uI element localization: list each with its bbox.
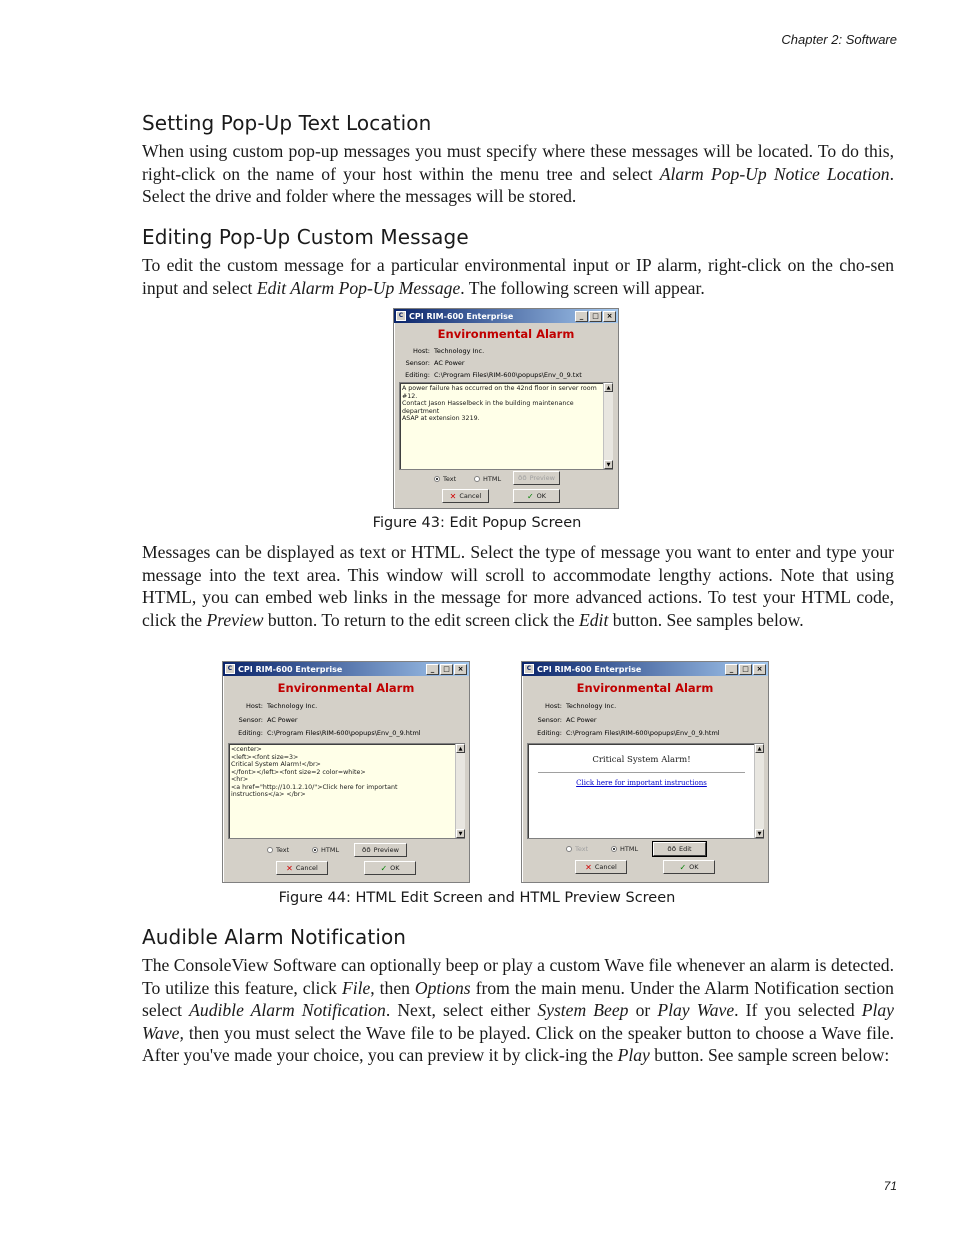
scroll-down-icon[interactable]: ▼ (604, 460, 613, 469)
editing-row: Editing: C:\Program Files\RIM-600\popups\Env_0_9.html (537, 729, 720, 737)
html-preview-dialog (521, 661, 769, 883)
section-text-location (142, 111, 894, 208)
glasses-icon: ōō (362, 846, 371, 854)
paragraph-text-location: When using custom pop-up messages you must specify where these messages will be located. To do this, right-click on the name of your host within the menu tree and select Alarm Pop-Up Notice Location. Select the drive and folder where the messages will be stored. (142, 141, 894, 206)
window-title: CPI RIM-600 Enterprise (409, 311, 514, 321)
vertical-scrollbar[interactable] (603, 383, 613, 469)
minimize-icon[interactable]: _ (426, 664, 439, 675)
scroll-up-icon[interactable]: ▲ (604, 383, 613, 392)
preview-pane (527, 743, 764, 839)
editing-row: Editing: C:\Program Files\RIM-600\popups\Env_0_9.txt (405, 371, 582, 379)
alarm-title: Environmental Alarm (576, 681, 714, 695)
sensor-row: Sensor: AC Power (405, 359, 465, 367)
maximize-icon[interactable]: □ (589, 311, 602, 322)
vertical-scrollbar[interactable] (455, 744, 465, 838)
scroll-up-icon[interactable]: ▲ (755, 744, 764, 753)
heading-audible-alarm: Audible Alarm Notification (142, 925, 407, 949)
preview-button[interactable]: ōō Preview (513, 471, 560, 485)
host-row: Host: Technology Inc. (413, 347, 485, 355)
app-icon: C (524, 664, 534, 674)
preview-link[interactable]: Click here for important instructions (576, 779, 707, 787)
title-bar (522, 662, 768, 676)
close-icon[interactable]: × (454, 664, 467, 675)
minimize-icon[interactable]: _ (725, 664, 738, 675)
radio-text[interactable]: Text (566, 845, 588, 853)
section-edit-message (142, 225, 894, 299)
host-row: Host: Technology Inc. (246, 702, 318, 710)
html-edit-dialog (222, 661, 470, 883)
preview-divider (538, 772, 745, 773)
cancel-button[interactable]: ✕ Cancel (442, 489, 489, 503)
radio-html[interactable]: HTML (474, 475, 501, 483)
sensor-row: Sensor: AC Power (238, 716, 298, 724)
checkmark-icon: ✓ (526, 491, 534, 501)
alarm-title: Environmental Alarm (437, 327, 575, 341)
close-icon[interactable]: × (753, 664, 766, 675)
title-bar (394, 309, 618, 323)
heading-edit-message: Editing Pop-Up Custom Message (142, 225, 469, 249)
figure-44-caption: Figure 44: HTML Edit Screen and HTML Preview Screen (278, 890, 676, 906)
preview-title: Critical System Alarm! (592, 755, 691, 765)
sensor-row: Sensor: AC Power (537, 716, 597, 724)
radio-html[interactable]: HTML (611, 845, 638, 853)
scroll-down-icon[interactable]: ▼ (456, 829, 465, 838)
window-title: CPI RIM-600 Enterprise (238, 664, 343, 674)
ok-button[interactable]: ✓ OK (663, 860, 715, 874)
cancel-x-icon: ✕ (286, 863, 293, 873)
cancel-x-icon: ✕ (449, 491, 457, 501)
page-number: 71 (883, 1179, 897, 1193)
ok-button[interactable]: ✓ OK (513, 489, 560, 503)
minimize-icon[interactable]: _ (575, 311, 588, 322)
radio-text[interactable]: Text (434, 475, 456, 483)
radio-html[interactable]: HTML (312, 846, 339, 854)
edit-popup-dialog (393, 308, 619, 509)
radio-text[interactable]: Text (267, 846, 289, 854)
heading-text-location: Setting Pop-Up Text Location (142, 111, 432, 135)
cancel-button[interactable]: ✕ Cancel (276, 861, 328, 875)
ok-button[interactable]: ✓ OK (364, 861, 416, 875)
title-bar (223, 662, 469, 676)
app-icon: C (225, 664, 235, 674)
figure-43-caption: Figure 43: Edit Popup Screen (372, 515, 582, 531)
editing-row: Editing: C:\Program Files\RIM-600\popups\Env_0_9.html (238, 729, 421, 737)
scroll-up-icon[interactable]: ▲ (456, 744, 465, 753)
app-icon: C (396, 311, 406, 321)
maximize-icon[interactable]: □ (739, 664, 752, 675)
edit-button[interactable]: ōō Edit (653, 842, 706, 856)
glasses-icon: ōō (667, 845, 676, 853)
window-title: CPI RIM-600 Enterprise (537, 664, 642, 674)
section-audible-alarm (142, 925, 894, 1067)
alarm-title: Environmental Alarm (277, 681, 415, 695)
preview-button[interactable]: ōō Preview (354, 843, 407, 857)
paragraph-edit-message: To edit the custom message for a particular environmental input or IP alarm, right-click on the cho-sen input and select Edit Alarm Pop-Up Message. The following screen will appear. (142, 255, 894, 298)
glasses-icon: ōō (518, 474, 527, 482)
preview-content (528, 744, 755, 836)
running-header: Chapter 2: Software (781, 32, 897, 47)
cancel-button[interactable]: ✕ Cancel (575, 860, 627, 874)
message-textarea[interactable]: A power failure has occurred on the 42nd floor in server room #12. Contact Jason Hasselbeck in the building maintenance department ASAP at extension 3219. (399, 382, 613, 470)
checkmark-icon: ✓ (679, 862, 687, 872)
paragraph-html-desc: Messages can be displayed as text or HTML. Select the type of message you want to enter and type your message into the text area. This window will scroll to accommodate lengthy actions. Note that using HTML, you can embed web links in the message for more advanced actions. To test your HTML code, click the Preview button. To return to the edit screen click the Edit button. See samples below. (142, 542, 894, 630)
cancel-x-icon: ✕ (585, 862, 592, 872)
maximize-icon[interactable]: □ (440, 664, 453, 675)
vertical-scrollbar[interactable] (754, 744, 764, 838)
close-icon[interactable]: × (603, 311, 616, 322)
message-textarea[interactable]: <center> <left><font size=3> Critical System Alarm!</br> </font></left><font size=2 color=white> <hr> <a href="http://10.1.2.10/">Click here for important instructions</a> </br> (228, 743, 465, 839)
scroll-down-icon[interactable]: ▼ (755, 829, 764, 838)
paragraph-audible-alarm: The ConsoleView Software can optionally beep or play a custom Wave file whenever an alarm is detected. To utilize this feature, click File, then Options from the main menu. Under the Alarm Notification section select Audible Alarm Notification. Next, select either System Beep or Play Wave. If you selected Play Wave, then you must select the Wave file to be played. Click on the speaker button to choose a Wave file. After you've made your choice, you can preview it by click-ing the Play button. See sample screen below: (142, 955, 894, 1065)
host-row: Host: Technology Inc. (545, 702, 617, 710)
checkmark-icon: ✓ (380, 863, 388, 873)
section-html-desc (142, 541, 894, 631)
